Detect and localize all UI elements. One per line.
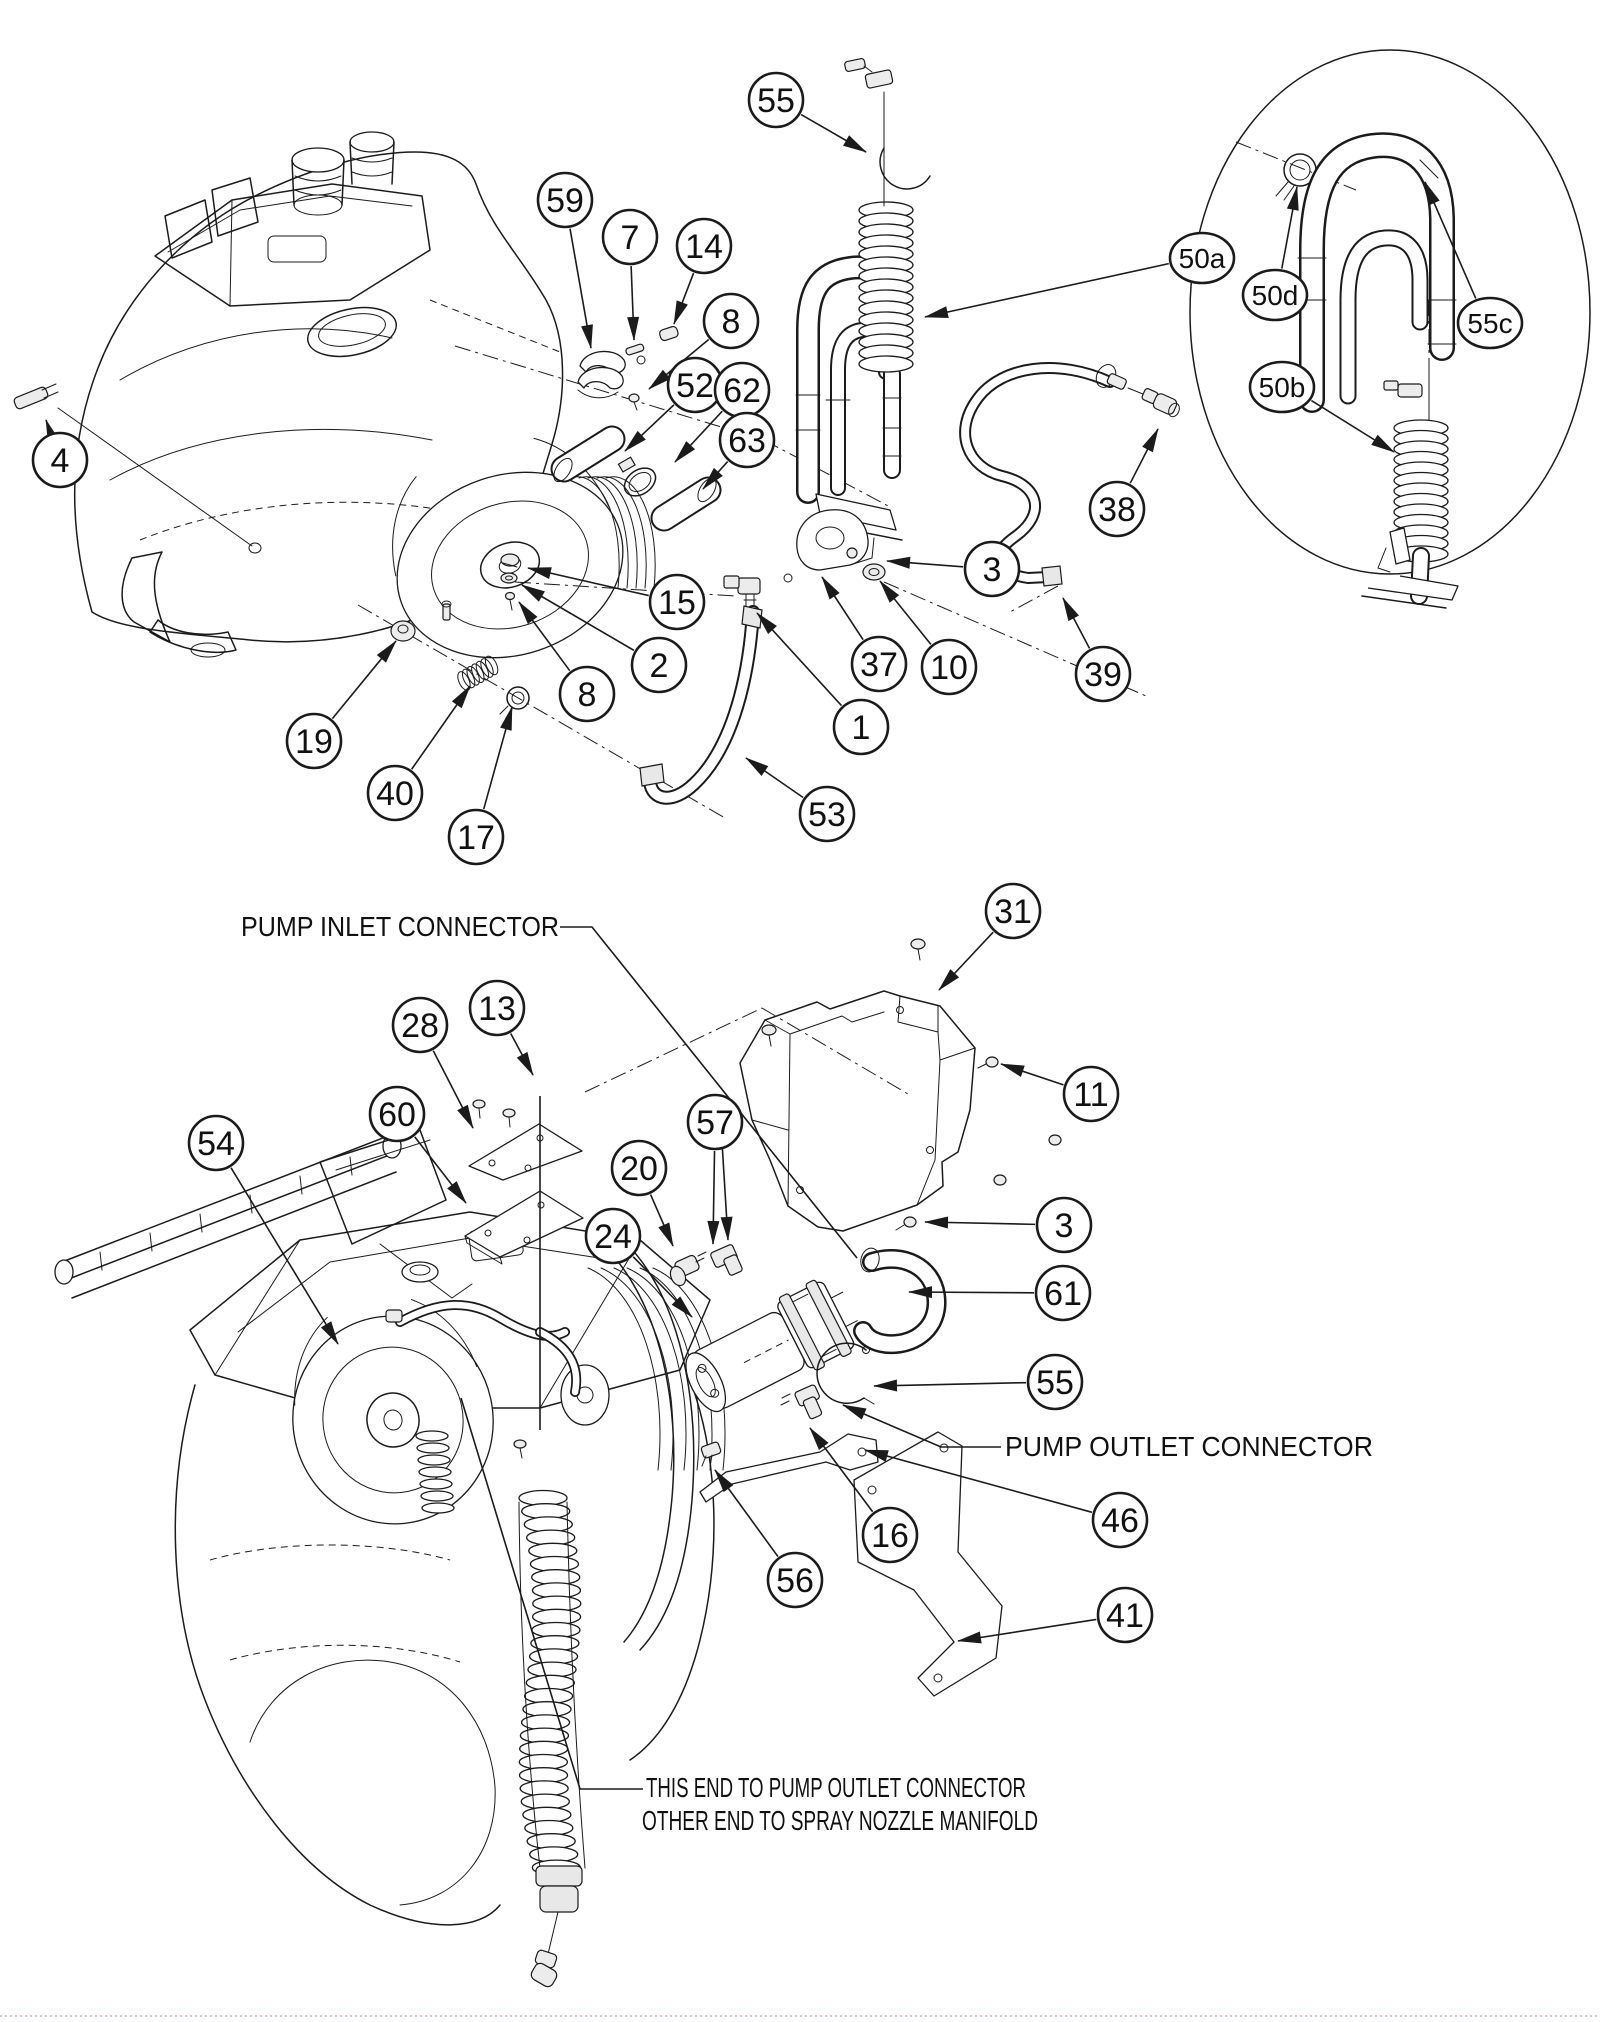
- callout-number-15: 15: [658, 584, 696, 622]
- callout-37: [822, 577, 906, 691]
- callout-number-61: 61: [1044, 1275, 1082, 1313]
- pump-inlet-label: PUMP INLET CONNECTOR: [241, 911, 559, 942]
- hose-ring: [421, 1491, 453, 1501]
- coil-ring: [859, 356, 913, 372]
- callout-number-1: 1: [851, 709, 871, 747]
- callout-number-39: 39: [1084, 656, 1122, 694]
- leader-20: [651, 1195, 673, 1246]
- callout-55-ring: [874, 1355, 1082, 1409]
- callout-50d: [1243, 187, 1307, 320]
- wand-assembly-drawing: [796, 58, 930, 540]
- handle-tube-61-part: [858, 1246, 936, 1344]
- hose-end-fitting-icon: [529, 1949, 559, 1989]
- callout-number-38: 38: [1098, 491, 1136, 529]
- callout-57: [688, 1095, 742, 1244]
- callout-number-16: 16: [871, 1517, 909, 1555]
- cover-plate-28-part: [469, 1124, 582, 1180]
- leader-14: [674, 273, 694, 324]
- hose-ring: [416, 1431, 448, 1441]
- callout-number-55c: 55c: [1467, 308, 1513, 339]
- callout-number-53: 53: [808, 796, 846, 834]
- callout-number-28: 28: [401, 1007, 439, 1045]
- callout-number-20: 20: [620, 1150, 658, 1188]
- leader-50a: [925, 264, 1169, 317]
- callout-number-41: 41: [1106, 1597, 1144, 1635]
- leader-31: [939, 932, 993, 990]
- callout-17: [449, 707, 512, 864]
- callout-number-3-cover: 3: [1054, 1207, 1074, 1245]
- callout-number-50b: 50b: [1258, 372, 1306, 403]
- leader-52: [625, 405, 674, 451]
- callout-53: [746, 758, 854, 841]
- hose-ring: [417, 1443, 449, 1453]
- leader-17: [484, 707, 512, 809]
- callout-number-56: 56: [776, 1562, 814, 1600]
- callout-number-10: 10: [930, 649, 968, 687]
- callout-4: [33, 420, 87, 487]
- leader-38: [1130, 429, 1158, 483]
- hose-ring: [422, 1503, 454, 1513]
- leader-28: [433, 1051, 473, 1128]
- wheel-icon: [271, 1288, 512, 1543]
- callout-55-wand: [749, 73, 866, 152]
- callout-number-50a: 50a: [1178, 243, 1226, 274]
- screw-icon: [762, 939, 1061, 1230]
- screw-8-part: [629, 394, 639, 410]
- leader-39: [1063, 598, 1089, 648]
- callout-number-52: 52: [676, 367, 714, 405]
- callout-31: [939, 884, 1040, 990]
- callout-54: [189, 1116, 338, 1344]
- leader-4: [46, 420, 50, 433]
- callout-56: [715, 1470, 822, 1607]
- leader-57b: [722, 1142, 728, 1240]
- outlet-elbow-16-part: [781, 1384, 822, 1419]
- callout-number-60: 60: [378, 1096, 416, 1134]
- leader-53: [746, 758, 803, 798]
- callout-number-46: 46: [1101, 1502, 1139, 1540]
- callout-number-59: 59: [546, 182, 584, 220]
- callout-number-2: 2: [649, 647, 669, 685]
- callout-number-4: 4: [50, 442, 70, 480]
- callout-number-8-screw: 8: [577, 676, 597, 714]
- hose-clamp-59-part: [578, 351, 645, 397]
- callout-number-19: 19: [295, 723, 333, 761]
- callout-39: [1063, 598, 1130, 701]
- callout-bubbles-layer: [33, 73, 1522, 1642]
- callout-number-63: 63: [728, 422, 766, 460]
- clamp-17-part: [500, 687, 529, 718]
- hose-ring: [420, 1479, 452, 1489]
- vacuum-hose-drawing: [519, 1491, 581, 1876]
- bracket-41-part: [854, 1432, 1002, 1696]
- callout-number-31: 31: [994, 893, 1032, 931]
- leader-57: [713, 1151, 715, 1244]
- leader-10: [880, 581, 931, 644]
- callout-number-57: 57: [696, 1104, 734, 1142]
- this-end-note-line1: THIS END TO PUMP OUTLET CONNECTOR: [646, 1772, 1026, 1803]
- leader-62: [675, 411, 722, 462]
- detail-ellipse: [1190, 50, 1590, 608]
- leader-7: [631, 266, 634, 340]
- leader-54: [231, 1168, 338, 1344]
- hose-ring: [418, 1455, 450, 1465]
- callout-number-37: 37: [860, 646, 898, 684]
- callout-3-hose: [887, 542, 1019, 596]
- callout-13: [470, 981, 533, 1075]
- leader-3-cover: [925, 1222, 1035, 1224]
- wheel-groove: [601, 1268, 673, 1470]
- wheel-groove: [588, 1268, 660, 1470]
- screw-icon: [473, 1100, 515, 1127]
- wand-loop-50-part: [1298, 145, 1456, 400]
- leader-60: [415, 1137, 466, 1203]
- callout-number-11: 11: [1073, 1076, 1109, 1114]
- leader-19: [332, 641, 396, 719]
- wheel-groove: [614, 1268, 686, 1470]
- callout-number-40: 40: [376, 775, 414, 813]
- fitting-56-part: [700, 1441, 721, 1466]
- callout-number-62: 62: [723, 372, 761, 410]
- leader-55-wand: [801, 115, 866, 152]
- strainer-20-part: [668, 1254, 701, 1288]
- pump-outlet-label: PUMP OUTLET CONNECTOR: [1005, 1431, 1373, 1462]
- callout-52: [625, 358, 722, 451]
- this-end-note-line2: OTHER END TO SPRAY NOZZLE MANIFOLD: [642, 1805, 1038, 1836]
- leader-pump-inlet-label: [560, 927, 857, 1258]
- leader-40: [412, 686, 470, 769]
- screw-icon: [514, 1440, 526, 1458]
- callout-number-13: 13: [478, 990, 516, 1028]
- callout-number-7: 7: [620, 219, 640, 257]
- callout-number-54: 54: [197, 1125, 235, 1163]
- hose-53-drawing: [640, 606, 762, 798]
- callout-number-14: 14: [685, 228, 723, 266]
- callout-50a: [925, 233, 1234, 317]
- callout-11: [1001, 1064, 1118, 1121]
- leader-61: [909, 1292, 1034, 1293]
- callout-38: [1090, 429, 1158, 536]
- callout-59: [538, 173, 592, 348]
- leader-13: [511, 1034, 533, 1075]
- callout-7: [603, 210, 657, 340]
- leader-55-ring: [874, 1383, 1026, 1386]
- callout-40: [368, 686, 470, 820]
- elbow-57-part: [696, 1244, 743, 1276]
- leader-56: [715, 1470, 778, 1557]
- callout-19: [287, 641, 396, 768]
- bracket-46-part: [700, 1434, 878, 1502]
- callout-number-55-wand: 55: [757, 82, 795, 120]
- callout-3-cover: [925, 1198, 1091, 1252]
- leader-37: [822, 577, 863, 640]
- callout-number-55-ring: 55: [1036, 1364, 1074, 1402]
- spring-40-part: [455, 654, 500, 692]
- leader-1: [757, 613, 841, 706]
- leader-50b: [1311, 401, 1394, 452]
- leader-11: [1001, 1064, 1063, 1085]
- spacer-14-part: [659, 326, 680, 342]
- leader-59: [570, 229, 591, 348]
- tube-63-part: [664, 475, 720, 518]
- coiled-hose-icon: [859, 202, 913, 372]
- callout-number-8-clamp: 8: [721, 303, 741, 341]
- hose-ring: [419, 1467, 451, 1477]
- callout-number-3-hose: 3: [982, 551, 1002, 589]
- callout-number-50d: 50d: [1251, 280, 1299, 311]
- leader-3-hose: [887, 561, 963, 567]
- callout-number-17: 17: [457, 819, 495, 857]
- callout-number-24: 24: [594, 1218, 632, 1256]
- pin-7-part: [625, 343, 644, 355]
